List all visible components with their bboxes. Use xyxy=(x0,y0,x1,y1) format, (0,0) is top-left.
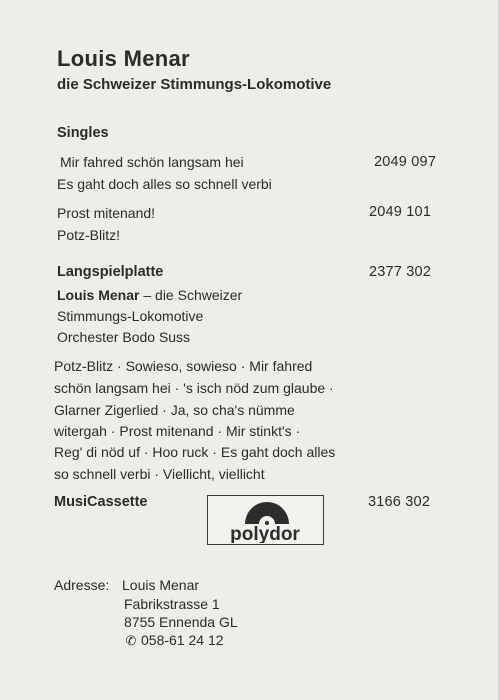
address-phone-line xyxy=(124,630,224,651)
single-2-number: 2049 101 xyxy=(369,204,432,220)
single-1-number: 2049 097 xyxy=(374,154,437,170)
address-label: Adresse: xyxy=(54,577,110,593)
lp-track-line-1: Potz-Blitz · Sowieso, sowieso · Mir fahred xyxy=(54,358,313,374)
polydor-logo xyxy=(207,495,324,545)
lp-track-line-5: Reg' di nöd uf · Hoo ruck · Es gaht doch alles xyxy=(54,444,336,460)
polydor-logo-icon xyxy=(208,496,322,543)
lp-track-line-3: Glarner Zigerlied · Ja, so cha's nümme xyxy=(54,402,295,418)
single-2-line-1: Prost mitenand! xyxy=(57,205,156,221)
artist-subtitle: die Schweizer Stimmungs-Lokomotive xyxy=(57,76,332,93)
address-street: Fabrikstrasse 1 xyxy=(124,596,220,612)
cassette-heading: MusiCassette xyxy=(54,494,148,510)
lp-track-line-2: schön langsam hei · 's isch nöd zum glaube · xyxy=(54,380,334,396)
lp-track-line-6: so schnell verbi · Viellicht, viellicht xyxy=(54,466,265,482)
address-city: 8755 Ennenda GL xyxy=(124,614,238,630)
polydor-logo-text: polydor xyxy=(230,524,300,543)
lp-track-line-4: witergah · Prost mitenand · Mir stinkt's · xyxy=(54,423,301,439)
lp-number: 2377 302 xyxy=(369,264,432,280)
lp-artist-line-2: Stimmungs-Lokomotive xyxy=(57,308,204,324)
telephone-icon: ✆ xyxy=(125,633,137,648)
artist-title: Louis Menar xyxy=(57,46,190,71)
cassette-number: 3166 302 xyxy=(368,494,431,510)
lp-artist-line xyxy=(57,285,242,306)
single-2-line-2: Potz-Blitz! xyxy=(57,227,121,243)
address-name: Louis Menar xyxy=(122,577,200,593)
lp-heading: Langspielplatte xyxy=(57,264,164,280)
address-phone: 058-61 24 12 xyxy=(141,632,224,648)
singles-heading: Singles xyxy=(57,125,109,141)
lp-orchestra: Orchester Bodo Suss xyxy=(57,329,191,345)
lp-artist-rest: – die Schweizer xyxy=(139,287,243,303)
single-1-line-2: Es gaht doch alles so schnell verbi xyxy=(57,176,272,192)
lp-artist-name: Louis Menar xyxy=(57,287,140,303)
single-1-line-1: Mir fahred schön langsam hei xyxy=(60,154,244,170)
